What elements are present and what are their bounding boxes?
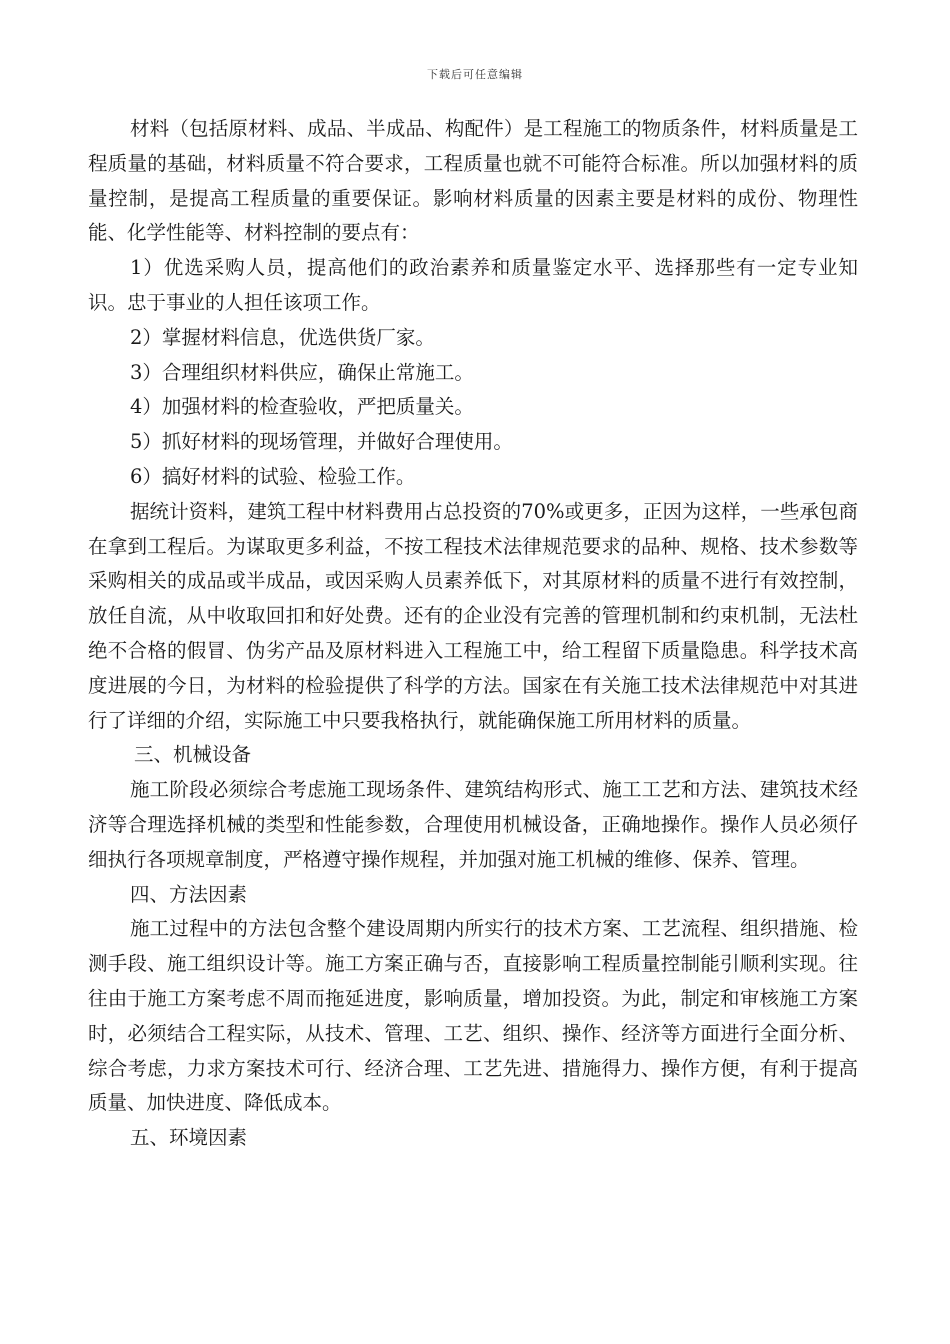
- list-item-3: 3）合理组织材料供应，确保止常施工。: [130, 360, 474, 384]
- paragraph-materials-intro: 材料（包括原材料、成品、半成品、构配件）是工程施工的物质条件，材料质量是工程质量的基础，材料质量不符合要求，工程质量也就不可能符合标准。所以加强材料的质量控制，是提高工程质量的重要保证。影响材料质量的因素主要是材料的成份、物理性能、化学性能等、材料控制的要点有：: [88, 117, 858, 245]
- list-item-6: 6）搞好材料的试验、检验工作。: [130, 464, 416, 488]
- document-body: [88, 112, 858, 1156]
- list-item-2: 2）掌握材料信息，优选供货厂家。: [130, 325, 435, 349]
- section-heading-methods: 四、方法因素: [130, 882, 248, 906]
- section-heading-machinery: 三、机械设备: [134, 743, 252, 767]
- list-item-4: 4）加强材料的检查验收，严把质量关。: [130, 395, 474, 419]
- paragraph-methods: 施工过程中的方法包含整个建设周期内所实行的技术方案、工艺流程、组织措施、检测手段、施工组织设计等。施工方案正确与否，直接影响工程质量控制能引顺利实现。往往由于施工方案考虑不周而拖延进度，影响质量，增加投资。为此，制定和审核施工方案时，必须结合工程实际，从技术、管理、工艺、组织、操作、经济等方面进行全面分析、综合考虑，力求方案技术可行、经济合理、工艺先进、措施得力、操作方便，有利于提高质量、加快进度、降低成本。: [88, 917, 858, 1115]
- section-heading-environment: 五、环境因素: [130, 1126, 248, 1150]
- list-item-5: 5）抓好材料的现场管理，并做好合理使用。: [130, 430, 513, 454]
- page-header: 下载后可任意编辑: [427, 68, 523, 81]
- paragraph-statistics: 据统计资料，建筑工程中材料费用占总投资的70%或更多，正因为这样，一些承包商在拿到工程后。为谋取更多利益，不按工程技术法律规范要求的品种、规格、技术参数等采购相关的成品或半成品，或因采购人员素养低下，对其原材料的质量不进行有效控制，放任自流，从中收取回扣和好处费。还有的企业没有完善的管理机制和约束机制，无法杜绝不合格的假冒、伪劣产品及原材料进入工程施工中，给工程留下质量隐患。科学技术高度进展的今日，为材料的检验提供了科学的方法。国家在有关施工技术法律规范中对其进行了详细的介绍，实际施工中只要我格执行，就能确保施工所用材料的质量。: [88, 499, 858, 732]
- paragraph-machinery: 施工阶段必须综合考虑施工现场条件、建筑结构形式、施工工艺和方法、建筑技术经济等合理选择机械的类型和性能参数，合理使用机械设备，正确地操作。操作人员必须仔细执行各项规章制度，严格遵守操作规程，并加强对施工机械的维修、保养、管理。: [88, 778, 858, 871]
- list-item-1: 1）优选采购人员，提高他们的政治素养和质量鉴定水平、选择那些有一定专业知识。忠于事业的人担任该项工作。: [88, 256, 858, 314]
